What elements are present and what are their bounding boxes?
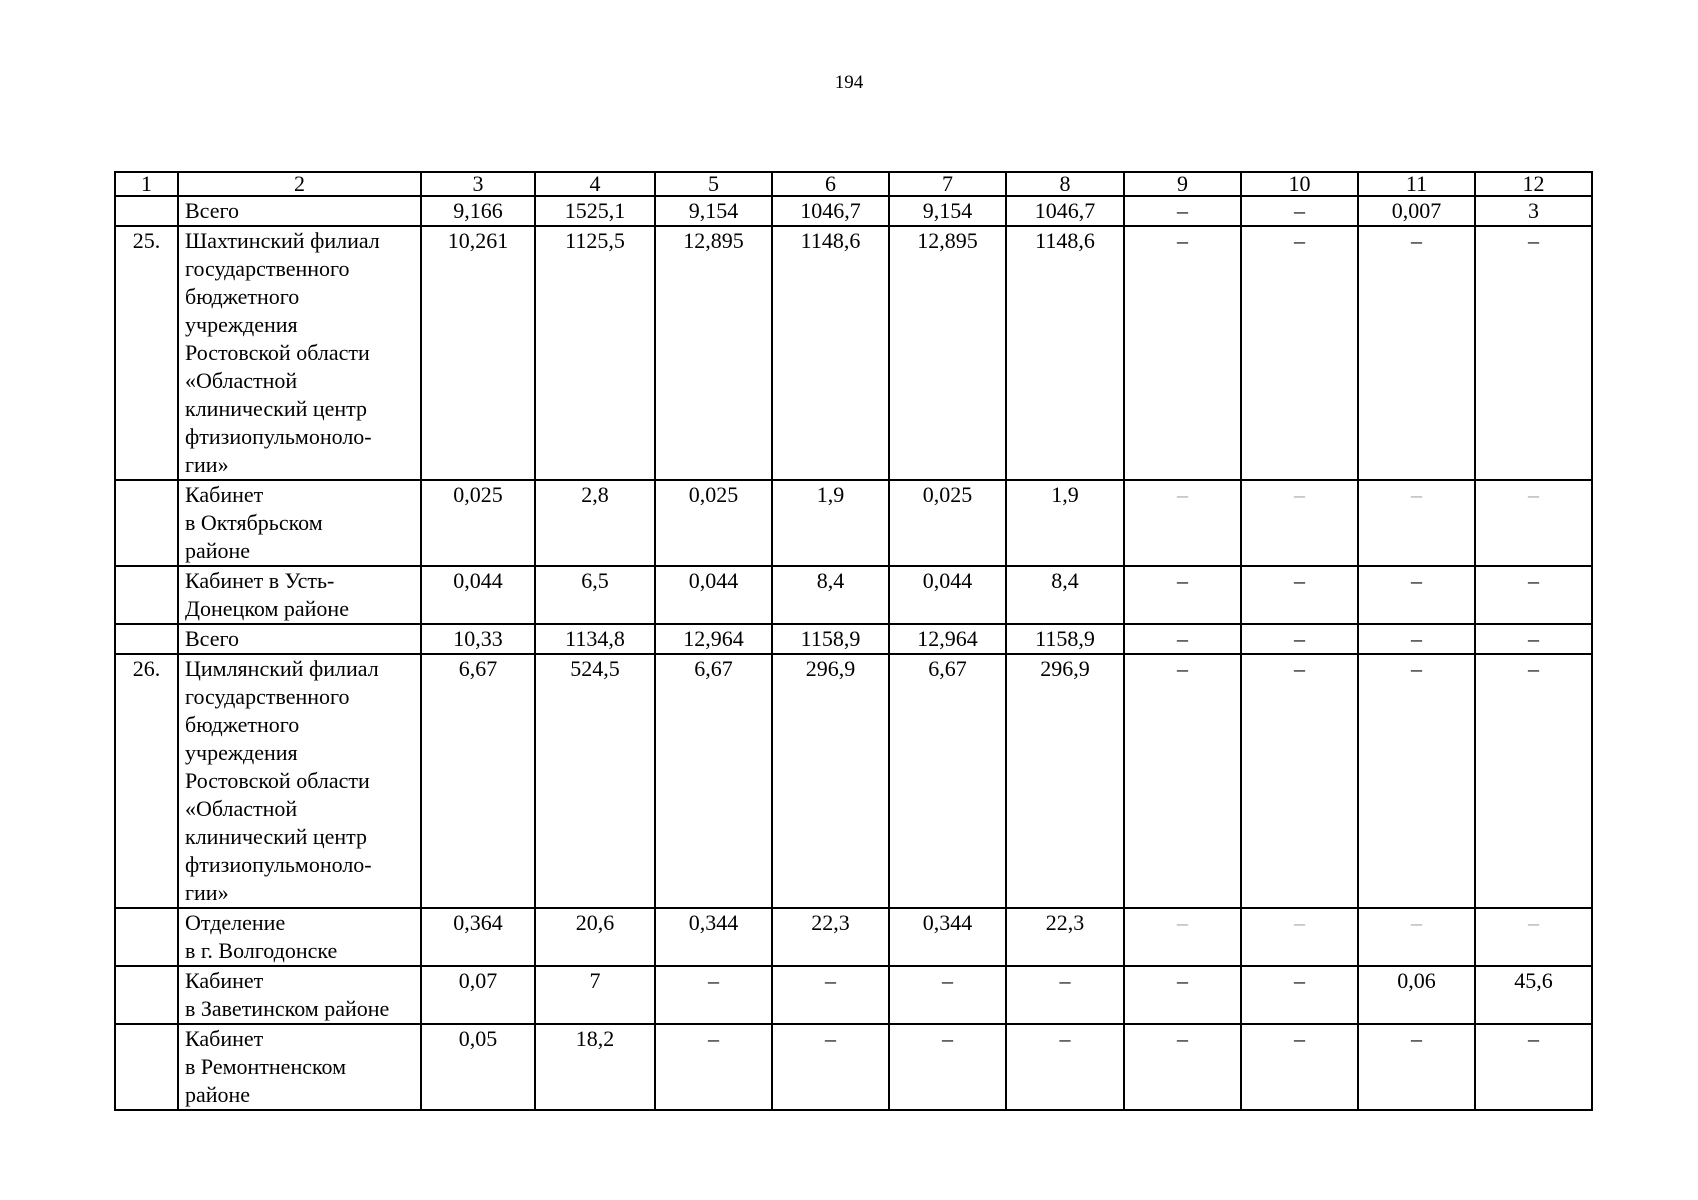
header-cell-5: 5 — [655, 172, 772, 196]
table-body — [115, 172, 1592, 1110]
value-cell: 0,344 — [889, 908, 1006, 966]
name-cell: Кабинет в Октябрьском районе — [178, 480, 421, 566]
value-cell: 0,007 — [1358, 196, 1475, 226]
table-row — [115, 624, 1592, 654]
header-cell-4: 4 — [535, 172, 655, 196]
table-row — [115, 908, 1592, 966]
value-cell: – — [1475, 624, 1592, 654]
header-cell-8: 8 — [1006, 172, 1124, 196]
value-cell: – — [1124, 226, 1241, 480]
header-cell-11: 11 — [1358, 172, 1475, 196]
row-number-cell — [115, 566, 178, 624]
value-cell: 1046,7 — [1006, 196, 1124, 226]
value-cell: – — [1475, 566, 1592, 624]
value-cell: 0,06 — [1358, 966, 1475, 1024]
value-cell: – — [1124, 624, 1241, 654]
value-cell: 1148,6 — [772, 226, 889, 480]
value-cell: 1125,5 — [535, 226, 655, 480]
name-cell: Кабинет в Ремонтненском районе — [178, 1024, 421, 1110]
value-cell: 3 — [1475, 196, 1592, 226]
value-cell: 0,044 — [655, 566, 772, 624]
name-cell: Кабинет в Заветинском районе — [178, 966, 421, 1024]
value-cell: – — [1241, 908, 1358, 966]
value-cell: 9,154 — [889, 196, 1006, 226]
header-row — [115, 172, 1592, 196]
value-cell: – — [655, 1024, 772, 1110]
value-cell: 12,964 — [889, 624, 1006, 654]
value-cell: – — [1358, 1024, 1475, 1110]
value-cell: – — [772, 966, 889, 1024]
value-cell: – — [1124, 654, 1241, 908]
value-cell: 0,344 — [655, 908, 772, 966]
value-cell: – — [1475, 1024, 1592, 1110]
value-cell: – — [1006, 1024, 1124, 1110]
value-cell: 12,895 — [655, 226, 772, 480]
value-cell: – — [655, 966, 772, 1024]
row-number-cell — [115, 966, 178, 1024]
value-cell: 2,8 — [535, 480, 655, 566]
value-cell: – — [1358, 624, 1475, 654]
value-cell: 1525,1 — [535, 196, 655, 226]
value-cell: 9,154 — [655, 196, 772, 226]
value-cell: 1158,9 — [772, 624, 889, 654]
value-cell: 7 — [535, 966, 655, 1024]
value-cell: 0,025 — [889, 480, 1006, 566]
table-row — [115, 966, 1592, 1024]
value-cell: 8,4 — [772, 566, 889, 624]
value-cell: – — [1358, 480, 1475, 566]
value-cell: 6,67 — [889, 654, 1006, 908]
value-cell: – — [1475, 480, 1592, 566]
value-cell: – — [1006, 966, 1124, 1024]
value-cell: – — [1358, 654, 1475, 908]
value-cell: 6,67 — [655, 654, 772, 908]
table-row — [115, 654, 1592, 908]
value-cell: – — [1124, 480, 1241, 566]
row-number-cell: 25. — [115, 226, 178, 480]
name-cell: Цимлянский филиал государственного бюджетного учреждения Ростовской области «Областной клинический центр фтизиопульмоноло- гии» — [178, 654, 421, 908]
value-cell: 1,9 — [772, 480, 889, 566]
value-cell: – — [1358, 908, 1475, 966]
row-number-cell — [115, 1024, 178, 1110]
value-cell: 0,025 — [421, 480, 535, 566]
value-cell: 0,044 — [421, 566, 535, 624]
value-cell: 0,364 — [421, 908, 535, 966]
value-cell: 10,33 — [421, 624, 535, 654]
table-row — [115, 226, 1592, 480]
name-cell: Отделение в г. Волгодонске — [178, 908, 421, 966]
value-cell: – — [1475, 908, 1592, 966]
value-cell: – — [1241, 196, 1358, 226]
value-cell: – — [1124, 566, 1241, 624]
value-cell: – — [1124, 908, 1241, 966]
value-cell: 10,261 — [421, 226, 535, 480]
header-cell-9: 9 — [1124, 172, 1241, 196]
value-cell: 0,07 — [421, 966, 535, 1024]
value-cell: – — [1241, 226, 1358, 480]
value-cell: – — [1241, 480, 1358, 566]
value-cell: 9,166 — [421, 196, 535, 226]
value-cell: 1148,6 — [1006, 226, 1124, 480]
header-cell-7: 7 — [889, 172, 1006, 196]
value-cell: 6,5 — [535, 566, 655, 624]
value-cell: – — [1124, 966, 1241, 1024]
value-cell: 12,895 — [889, 226, 1006, 480]
header-cell-12: 12 — [1475, 172, 1592, 196]
row-number-cell — [115, 624, 178, 654]
table-row — [115, 566, 1592, 624]
value-cell: 22,3 — [1006, 908, 1124, 966]
value-cell: 524,5 — [535, 654, 655, 908]
value-cell: 1134,8 — [535, 624, 655, 654]
table-row — [115, 1024, 1592, 1110]
value-cell: – — [1241, 624, 1358, 654]
value-cell: – — [1241, 966, 1358, 1024]
name-cell: Кабинет в Усть- Донецком районе — [178, 566, 421, 624]
value-cell: – — [1124, 1024, 1241, 1110]
value-cell: 0,044 — [889, 566, 1006, 624]
value-cell: 18,2 — [535, 1024, 655, 1110]
value-cell: – — [889, 1024, 1006, 1110]
header-cell-10: 10 — [1241, 172, 1358, 196]
header-cell-6: 6 — [772, 172, 889, 196]
name-cell: Всего — [178, 624, 421, 654]
table-row — [115, 196, 1592, 226]
value-cell: – — [772, 1024, 889, 1110]
row-number-cell — [115, 908, 178, 966]
value-cell: 45,6 — [1475, 966, 1592, 1024]
row-number-cell — [115, 480, 178, 566]
value-cell: 1158,9 — [1006, 624, 1124, 654]
value-cell: – — [1124, 196, 1241, 226]
value-cell: – — [1475, 654, 1592, 908]
value-cell: 296,9 — [1006, 654, 1124, 908]
page-number: 194 — [834, 72, 864, 93]
value-cell: 8,4 — [1006, 566, 1124, 624]
row-number-cell: 26. — [115, 654, 178, 908]
value-cell: 0,025 — [655, 480, 772, 566]
value-cell: 296,9 — [772, 654, 889, 908]
value-cell: 12,964 — [655, 624, 772, 654]
header-cell-3: 3 — [421, 172, 535, 196]
value-cell: – — [1241, 654, 1358, 908]
header-cell-2: 2 — [178, 172, 421, 196]
value-cell: – — [889, 966, 1006, 1024]
value-cell: – — [1358, 566, 1475, 624]
value-cell: 6,67 — [421, 654, 535, 908]
value-cell: 20,6 — [535, 908, 655, 966]
name-cell: Шахтинский филиал государственного бюджетного учреждения Ростовской области «Областной клинический центр фтизиопульмоноло- гии» — [178, 226, 421, 480]
row-number-cell — [115, 196, 178, 226]
value-cell: 1,9 — [1006, 480, 1124, 566]
name-cell: Всего — [178, 196, 421, 226]
value-cell: – — [1358, 226, 1475, 480]
table-row — [115, 480, 1592, 566]
value-cell: 0,05 — [421, 1024, 535, 1110]
value-cell: – — [1241, 566, 1358, 624]
value-cell: 22,3 — [772, 908, 889, 966]
value-cell: – — [1475, 226, 1592, 480]
value-cell: – — [1241, 1024, 1358, 1110]
value-cell: 1046,7 — [772, 196, 889, 226]
data-table — [114, 171, 1593, 1111]
header-cell-1: 1 — [115, 172, 178, 196]
